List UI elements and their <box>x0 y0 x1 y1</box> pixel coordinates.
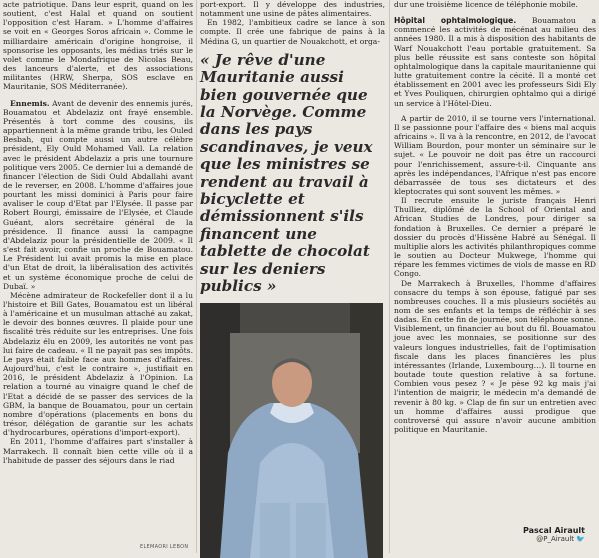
paragraph: De Marrakech à Bruxelles, l'homme d'affaires consacre du temps à son épouse, fatigué par ses nombreuses couches. Il a mis plusieurs sociétés au nom de ses enfants et la temps de réfléchir à ses dadas. En cette fin de journée, son téléphone sonne. Visiblement, un financier au bout du fil. Bouamatou joue avec les monnaies, se positionne sur des valeurs longues industrielles, fait de l'optimisation fiscale dans les places financières les plus intéressantes (Irlande, Luxembourg…). Il tourne en boutade toute question relative à sa fortune. Combien vous pesez ? « Je pèse 92 kg mais j'ai l'intention de maigrir, le médecin m'a demandé de revenir à 80 kg. » Clap de fin sur un entretien avec un homme d'affaires aussi prodigue que controversé qui assure n'avoir aucune ambition politique en Mauritanie. <box>394 278 596 435</box>
paragraph: Il recrute ensuite le juriste français Henri Thulliez, diplômé de la School of Oriental and African Studies de Londres, pour diriger sa fondation à Bruxelles. Ce dernier a préparé le dossier du procès d'Hissène Habré au Sénégal. Il multiplie alors les activités philanthropiques comme le soutien au Docteur Mukwege, l'homme qui répare les femmes victimes de viols de masse en RD Congo. <box>394 196 596 279</box>
author-handle: @P_Airault <box>536 535 575 543</box>
paragraph: dur une troisième licence de téléphonie mobile. <box>394 0 578 9</box>
paragraph: acte patriotique. Dans leur esprit, quand on les soutient, c'est Halal et quand on soutient l'opposition c'est Haram. » L'homme d'affaires se voit en « Georges Soros africain ». Comme le milliardaire américain d'origine hongroise, il sponsorise les opposants, les médias triés sur le volet comme le Mondafrique de Nicolas Beau, des lanceurs d'alerte, et des associations militantes (HRW, Sherpa, SOS esclave en Mauritanie, SOS Méditerranée). <box>3 0 193 92</box>
paragraph-text: Avant de devenir des ennemis jurés, Bouamatou et Abdelaziz ont frayé ensemble. Présentés à tort comme des cousins, ils appartiennent à la même grande tribu, les Ouled Besbah, qui compte aussi un autre célèbre président, Ely Ould Mohamed Vall. La relation avec le président Abdelaziz a pris une tournure politique vers 2005. Ce dernier lui a demandé de financer l'élection de Sidi Ould Abdallahi avant de le reverser, en 2008. L'homme d'affaires joue pourtant les missi dominici à Paris pour faire avaliser le coup d'Etat par l'Elysée. Il passe par Robert Bourgi, émissaire de l'Elysée, et Claude Guéant, alors secrétaire général de la présidence. Il finance aussi la campagne d'Abdelaziz pour la présidentielle de 2009. « Il s'est fait avoir, confie un proche de Bouamatou. Le Président lui avait promis la mise en place d'un Etat de droit, la libéralisation des activités et un système économique proche de celui de Dubaï. » <box>3 98 193 291</box>
paragraph: En 1982, l'ambitieux cadre se lance à son compte. Il crée une fabrique de pains à la Médina G, un quartier de Nouakchott, et orga- <box>200 18 385 46</box>
twitter-bird-icon: 🐦 <box>576 535 585 543</box>
author-name: Pascal Airault <box>522 526 585 535</box>
paragraph: A partir de 2010, il se tourne vers l'international. Il se passionne pour l'affaire des « biens mal acquis africains ». Il va à la rencontre, en 2012, de l'avocat William Bourdon, pour monter un séminaire sur le sujet. « Le pouvoir ne doit pas être un raccourci pour l'enrichissement, assure-t-il. Cinquante ans après les indépendances, l'Afrique n'est pas encore débarrassée de tous ses dictateurs et des kleptocrates qui sont souvent les mêmes. » <box>394 113 596 196</box>
paragraph: Mécène admirateur de Rockefeller dont il a lu l'histoire et Bill Gates, Bouamatou est un libéral à l'américaine et un musulman attaché au zakat, le devoir des bonnes œuvres. Il plaide pour une fiscalité très réduite sur les entreprises. Une fois Abdelaziz élu en 2009, les autorités ne vont pas lui faire de cadeau. « Il ne payait pas ses impôts. Le pays était faible face aux hommes d'affaires. Aujourd'hui, c'est le contraire », justifiait en 2016, le président Abdelaziz à l'Opinion. La relation a tourné au vinaigre quand le chef de l'Etat a décidé de se passer des services de la GBM, la banque de Bouamatou, pour un certain nombre d'opérations (placements en bons du trésor, délégation de garantie sur les achats d'hydrocarbures, opérations d'import-export). <box>3 290 193 438</box>
paragraph: En 2011, l'homme d'affaires part s'installer à Marrakech. Il connaît bien cette ville où il a l'habitude de passer des séjours dans le riad <box>3 437 193 465</box>
photo-credit: ELEMAORI LEBON <box>140 544 189 550</box>
column-divider <box>389 0 390 553</box>
article-column-right <box>394 0 596 434</box>
paragraph-lead: Ennemis. <box>10 98 50 108</box>
article-column-left <box>3 0 193 465</box>
article-column-middle <box>200 0 385 558</box>
author-handle-row <box>523 535 585 543</box>
section-subhead: Hôpital ophtalmologique. <box>394 16 517 26</box>
byline <box>523 526 585 543</box>
portrait-photo <box>200 303 383 558</box>
column-divider <box>196 0 197 553</box>
portrait-illustration <box>200 303 383 558</box>
pull-quote: « Je rêve d'une Mauritanie aussi bien gouvernée que la Norvège. Comme dans les pays scandinaves, je veux que les ministres se rendent au travail à bicyclette et démissionnent s'ils financent une tablette de chocolat sur les deniers publics » <box>200 50 373 296</box>
paragraph: port-export. Il y développe des industries, notamment une usine de pâtes alimentaires. <box>200 0 385 19</box>
paragraph-text: Bouamatou a commencé les activités de mécénat au milieu des années 1980. Il a mis à disposition des habitants de Warf Nouakchott l'eau portable gratuitement. Sa plus belle réussite est sans conteste son hôpital ophtalmologique dans la capitale mauritanienne qui lutte gratuitement contre la cécité. Il a monté cet établissement en 2001 avec les professeurs Sidi Ely et Yves Pouliquen, chirurgien ophtalmo qui a dirigé un service à l'Hôtel-Dieu. <box>394 16 596 108</box>
paragraph <box>394 16 596 108</box>
paragraph <box>3 99 193 291</box>
